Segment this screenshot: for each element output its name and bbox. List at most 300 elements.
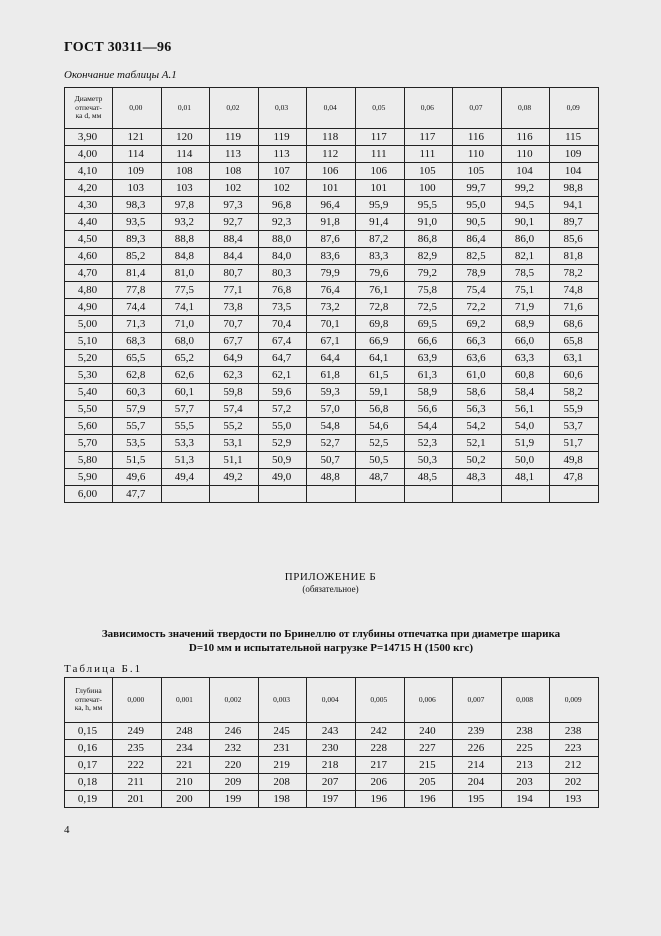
table-cell: 109: [550, 146, 599, 163]
table-cell: 66,6: [404, 333, 453, 350]
table-cell: 76,1: [355, 282, 404, 299]
table-cell: 71,6: [550, 299, 599, 316]
table-cell: 51,7: [550, 435, 599, 452]
table-cell: 52,9: [258, 435, 307, 452]
table-cell: 59,6: [258, 384, 307, 401]
table-cell: 105: [453, 163, 502, 180]
table-cell: 88,8: [161, 231, 210, 248]
table-cell: [404, 486, 453, 503]
table-cell: [501, 486, 550, 503]
table-cell: 74,1: [161, 299, 210, 316]
table-cell: 80,3: [258, 265, 307, 282]
table-cell: 235: [113, 740, 162, 757]
table-cell: 70,4: [258, 316, 307, 333]
column-header: 0,004: [307, 678, 356, 723]
table-cell: 72,5: [404, 299, 453, 316]
table-row: [65, 163, 599, 180]
table-cell: 54,4: [404, 418, 453, 435]
table-cell: 66,0: [501, 333, 550, 350]
table-row: [65, 401, 599, 418]
table-cell: 63,6: [453, 350, 502, 367]
table-cell: 68,0: [161, 333, 210, 350]
annex-heading-line1: Зависимость значений твердости по Бринеллю от глубины отпечатка при диаметре шарика: [101, 628, 561, 640]
row-header-cell: 4,30: [65, 197, 113, 214]
table-cell: 219: [258, 757, 307, 774]
table-cell: 86,0: [501, 231, 550, 248]
table-cell: 86,4: [453, 231, 502, 248]
table-cell: 52,5: [355, 435, 404, 452]
table-row: [65, 384, 599, 401]
table-cell: 81,8: [550, 248, 599, 265]
table-cell: 49,2: [210, 469, 259, 486]
table-cell: 57,0: [307, 401, 356, 418]
table-cell: 86,8: [404, 231, 453, 248]
table-cell: 54,2: [453, 418, 502, 435]
table-cell: 90,5: [453, 214, 502, 231]
table-cell: 90,1: [501, 214, 550, 231]
corner-header-line: Глубина: [75, 686, 102, 696]
table-cell: 78,9: [453, 265, 502, 282]
table-cell: 118: [307, 129, 356, 146]
row-header-cell: 4,10: [65, 163, 113, 180]
table-cell: 193: [550, 791, 599, 808]
row-header-cell: 4,90: [65, 299, 113, 316]
table-cell: 240: [404, 723, 453, 740]
table-cell: 73,8: [210, 299, 259, 316]
table-cell: 85,6: [550, 231, 599, 248]
table-cell: 112: [307, 146, 356, 163]
table-cell: 202: [550, 774, 599, 791]
table-cell: 68,3: [113, 333, 162, 350]
column-header: 0,05: [355, 88, 404, 129]
table-cell: 120: [161, 129, 210, 146]
table-cell: 69,2: [453, 316, 502, 333]
table-cell: 210: [161, 774, 210, 791]
table-cell: 59,1: [355, 384, 404, 401]
table-cell: 248: [161, 723, 210, 740]
table-cell: 77,5: [161, 282, 210, 299]
table-cell: 230: [307, 740, 356, 757]
table-cell: 51,5: [113, 452, 162, 469]
table-cell: 205: [404, 774, 453, 791]
table-cell: 245: [258, 723, 307, 740]
table-cell: 49,6: [113, 469, 162, 486]
table-cell: 215: [404, 757, 453, 774]
column-header: 0,07: [453, 88, 502, 129]
table-cell: 106: [355, 163, 404, 180]
table-cell: 48,3: [453, 469, 502, 486]
table-cell: 95,5: [404, 197, 453, 214]
row-header-cell: 3,90: [65, 129, 113, 146]
table-cell: 91,0: [404, 214, 453, 231]
table-cell: 52,7: [307, 435, 356, 452]
table-cell: 220: [210, 757, 259, 774]
table-cell: 92,3: [258, 214, 307, 231]
table-cell: 72,8: [355, 299, 404, 316]
table-cell: 100: [404, 180, 453, 197]
table-cell: 232: [210, 740, 259, 757]
table-cell: 80,7: [210, 265, 259, 282]
table-cell: 67,1: [307, 333, 356, 350]
table-row: [65, 282, 599, 299]
table-cell: 68,9: [501, 316, 550, 333]
table-cell: 94,5: [501, 197, 550, 214]
corner-header: [65, 678, 113, 723]
row-header-cell: 5,10: [65, 333, 113, 350]
table-cell: 71,3: [113, 316, 162, 333]
table-cell: 58,9: [404, 384, 453, 401]
table-cell: 66,9: [355, 333, 404, 350]
table-cell: 51,9: [501, 435, 550, 452]
table-cell: [355, 486, 404, 503]
table-cell: 200: [161, 791, 210, 808]
table-cell: 50,9: [258, 452, 307, 469]
table-cell: 98,8: [550, 180, 599, 197]
table-cell: 89,7: [550, 214, 599, 231]
column-header: 0,08: [501, 88, 550, 129]
table-cell: 56,8: [355, 401, 404, 418]
table-cell: 58,4: [501, 384, 550, 401]
table-cell: 48,7: [355, 469, 404, 486]
table-cell: 207: [307, 774, 356, 791]
column-header: 0,02: [210, 88, 259, 129]
table-cell: 66,3: [453, 333, 502, 350]
table-cell: 226: [453, 740, 502, 757]
table-cell: 49,4: [161, 469, 210, 486]
table-cell: [258, 486, 307, 503]
table-row: [65, 740, 599, 757]
table-cell: 74,8: [550, 282, 599, 299]
table-cell: 74,4: [113, 299, 162, 316]
table-cell: 51,3: [161, 452, 210, 469]
table-cell: 64,4: [307, 350, 356, 367]
annex-heading: [64, 627, 598, 656]
table-row: [65, 367, 599, 384]
table-cell: 85,2: [113, 248, 162, 265]
table-cell: 73,2: [307, 299, 356, 316]
table-cell: 208: [258, 774, 307, 791]
row-header-cell: 4,20: [65, 180, 113, 197]
table-cell: 221: [161, 757, 210, 774]
table-cell: 52,1: [453, 435, 502, 452]
table-cell: 96,8: [258, 197, 307, 214]
table-cell: 83,6: [307, 248, 356, 265]
table-cell: 59,3: [307, 384, 356, 401]
table-cell: 104: [501, 163, 550, 180]
table-cell: 93,5: [113, 214, 162, 231]
table-b1: [64, 677, 599, 808]
table-cell: 57,2: [258, 401, 307, 418]
corner-header-line: отпечат-: [75, 694, 102, 704]
table-cell: 76,4: [307, 282, 356, 299]
table-cell: [453, 486, 502, 503]
row-header-cell: 4,70: [65, 265, 113, 282]
table-cell: 217: [355, 757, 404, 774]
column-header: 0,001: [161, 678, 210, 723]
table-cell: 63,9: [404, 350, 453, 367]
table-cell: 238: [501, 723, 550, 740]
corner-header: [65, 88, 113, 129]
table-cell: 101: [355, 180, 404, 197]
table-cell: [307, 486, 356, 503]
table-cell: 53,3: [161, 435, 210, 452]
table-cell: 99,2: [501, 180, 550, 197]
table-cell: 65,2: [161, 350, 210, 367]
table-cell: 209: [210, 774, 259, 791]
table-cell: 65,5: [113, 350, 162, 367]
table-cell: 108: [161, 163, 210, 180]
table-cell: 195: [453, 791, 502, 808]
table-cell: 89,3: [113, 231, 162, 248]
table-cell: 87,6: [307, 231, 356, 248]
table-cell: 97,8: [161, 197, 210, 214]
table-cell: 201: [113, 791, 162, 808]
row-header-cell: 5,90: [65, 469, 113, 486]
table-cell: 67,4: [258, 333, 307, 350]
table-cell: 95,0: [453, 197, 502, 214]
table-cell: 77,1: [210, 282, 259, 299]
table-cell: 53,7: [550, 418, 599, 435]
table-cell: 211: [113, 774, 162, 791]
table-cell: 82,9: [404, 248, 453, 265]
table-cell: [161, 486, 210, 503]
row-header-cell: 5,50: [65, 401, 113, 418]
table-cell: [550, 486, 599, 503]
table-cell: 64,1: [355, 350, 404, 367]
table-header-row: [65, 88, 599, 129]
row-header-cell: 5,40: [65, 384, 113, 401]
table-cell: 114: [161, 146, 210, 163]
column-header: 0,002: [210, 678, 259, 723]
row-header-cell: 5,60: [65, 418, 113, 435]
table-cell: 197: [307, 791, 356, 808]
table-b1-label: Таблица Б.1: [64, 663, 143, 675]
table-cell: 196: [355, 791, 404, 808]
row-header-cell: 5,20: [65, 350, 113, 367]
table-cell: 75,8: [404, 282, 453, 299]
table-row: [65, 452, 599, 469]
table-cell: 102: [210, 180, 259, 197]
table-cell: 63,1: [550, 350, 599, 367]
table-cell: 92,7: [210, 214, 259, 231]
table-cell: 84,0: [258, 248, 307, 265]
table-cell: 109: [113, 163, 162, 180]
table-cell: 54,0: [501, 418, 550, 435]
table-cell: 198: [258, 791, 307, 808]
table-cell: 84,4: [210, 248, 259, 265]
column-header: 0,03: [258, 88, 307, 129]
table-cell: 78,2: [550, 265, 599, 282]
table-cell: 104: [550, 163, 599, 180]
table-cell: 82,5: [453, 248, 502, 265]
table-cell: 52,3: [404, 435, 453, 452]
table-row: [65, 180, 599, 197]
table-cell: 212: [550, 757, 599, 774]
table-cell: 82,1: [501, 248, 550, 265]
table-cell: 70,1: [307, 316, 356, 333]
column-header: 0,09: [550, 88, 599, 129]
table-cell: 83,3: [355, 248, 404, 265]
table-cell: 50,5: [355, 452, 404, 469]
row-header-cell: 4,40: [65, 214, 113, 231]
corner-header-line: ка, h, мм: [74, 703, 103, 713]
table-row: [65, 723, 599, 740]
table-cell: 54,8: [307, 418, 356, 435]
table-cell: 113: [258, 146, 307, 163]
table-cell: 48,5: [404, 469, 453, 486]
table-cell: 70,7: [210, 316, 259, 333]
column-header: 0,006: [404, 678, 453, 723]
row-header-cell: 5,70: [65, 435, 113, 452]
table-cell: 213: [501, 757, 550, 774]
table-cell: 64,7: [258, 350, 307, 367]
table-cell: 55,9: [550, 401, 599, 418]
row-header-cell: 0,16: [65, 740, 113, 757]
column-header: 0,04: [307, 88, 356, 129]
table-cell: 196: [404, 791, 453, 808]
table-cell: 60,1: [161, 384, 210, 401]
table-cell: 76,8: [258, 282, 307, 299]
column-header: 0,009: [550, 678, 599, 723]
table-cell: 56,6: [404, 401, 453, 418]
table-cell: 56,3: [453, 401, 502, 418]
table-cell: 231: [258, 740, 307, 757]
column-header: 0,00: [113, 88, 162, 129]
table-cell: 79,9: [307, 265, 356, 282]
table-row: [65, 197, 599, 214]
table-cell: 101: [307, 180, 356, 197]
table-row: [65, 469, 599, 486]
table-cell: 49,8: [550, 452, 599, 469]
table-cell: 55,0: [258, 418, 307, 435]
table-cell: 53,5: [113, 435, 162, 452]
table-cell: 116: [501, 129, 550, 146]
table-cell: 203: [501, 774, 550, 791]
table-cell: 64,9: [210, 350, 259, 367]
row-header-cell: 5,30: [65, 367, 113, 384]
table-cell: 75,4: [453, 282, 502, 299]
table-cell: 50,3: [404, 452, 453, 469]
corner-header-line: Диаметр: [74, 94, 103, 104]
table-cell: 214: [453, 757, 502, 774]
table-cell: 77,8: [113, 282, 162, 299]
table-row: [65, 418, 599, 435]
table-cell: 71,0: [161, 316, 210, 333]
table-cell: 69,5: [404, 316, 453, 333]
table-cell: 79,2: [404, 265, 453, 282]
table-cell: [210, 486, 259, 503]
table-row: [65, 774, 599, 791]
table-row: [65, 757, 599, 774]
table-cell: 239: [453, 723, 502, 740]
table-cell: 87,2: [355, 231, 404, 248]
column-header: 0,007: [453, 678, 502, 723]
table-cell: 55,2: [210, 418, 259, 435]
table-cell: 58,2: [550, 384, 599, 401]
table-cell: 227: [404, 740, 453, 757]
table-cell: 113: [210, 146, 259, 163]
table-cell: 110: [501, 146, 550, 163]
table-cell: 225: [501, 740, 550, 757]
table-row: [65, 333, 599, 350]
table-cell: 242: [355, 723, 404, 740]
annex-heading-line2: D=10 мм и испытательной нагрузке P=14715 Н (1500 кгс): [188, 642, 474, 655]
table-cell: 50,7: [307, 452, 356, 469]
table-cell: 121: [113, 129, 162, 146]
table-cell: 51,1: [210, 452, 259, 469]
table-cell: 57,4: [210, 401, 259, 418]
table-cell: 194: [501, 791, 550, 808]
table-cell: 107: [258, 163, 307, 180]
column-header: 0,008: [501, 678, 550, 723]
table-cell: 67,7: [210, 333, 259, 350]
table-cell: 243: [307, 723, 356, 740]
table-cell: 61,5: [355, 367, 404, 384]
table-cell: 88,4: [210, 231, 259, 248]
table-cell: 54,6: [355, 418, 404, 435]
table-cell: 238: [550, 723, 599, 740]
table-cell: 62,3: [210, 367, 259, 384]
table-cell: 71,9: [501, 299, 550, 316]
table-cell: 61,8: [307, 367, 356, 384]
row-header-cell: 0,15: [65, 723, 113, 740]
table-cell: 60,8: [501, 367, 550, 384]
table-cell: 75,1: [501, 282, 550, 299]
row-header-cell: 5,80: [65, 452, 113, 469]
table-cell: 62,8: [113, 367, 162, 384]
table-cell: 50,2: [453, 452, 502, 469]
table-cell: 47,7: [113, 486, 162, 503]
table-cell: 60,3: [113, 384, 162, 401]
table-row: [65, 231, 599, 248]
table-cell: 234: [161, 740, 210, 757]
table-cell: 116: [453, 129, 502, 146]
column-header: 0,003: [258, 678, 307, 723]
table-cell: 53,1: [210, 435, 259, 452]
column-header: 0,005: [355, 678, 404, 723]
table-cell: 98,3: [113, 197, 162, 214]
row-header-cell: 5,00: [65, 316, 113, 333]
table-cell: 47,8: [550, 469, 599, 486]
table-cell: 84,8: [161, 248, 210, 265]
table-row: [65, 129, 599, 146]
table-cell: 111: [404, 146, 453, 163]
table-cell: 94,1: [550, 197, 599, 214]
table-cell: 81,0: [161, 265, 210, 282]
table-cell: 96,4: [307, 197, 356, 214]
table-cell: 91,8: [307, 214, 356, 231]
table-cell: 57,9: [113, 401, 162, 418]
table-cell: 91,4: [355, 214, 404, 231]
table-cell: 95,9: [355, 197, 404, 214]
table-cell: 218: [307, 757, 356, 774]
row-header-cell: 6,00: [65, 486, 113, 503]
table-a1: [64, 87, 599, 503]
table-cell: 55,7: [113, 418, 162, 435]
table-row: [65, 214, 599, 231]
table-header-row: [65, 678, 599, 723]
table-cell: 60,6: [550, 367, 599, 384]
table-row: [65, 435, 599, 452]
table-cell: 48,1: [501, 469, 550, 486]
table-cell: 103: [161, 180, 210, 197]
page-number: 4: [64, 824, 70, 836]
table-cell: 61,3: [404, 367, 453, 384]
annex-subtitle: (обязательное): [302, 584, 359, 594]
table-cell: 106: [307, 163, 356, 180]
row-header-cell: 4,80: [65, 282, 113, 299]
table-row: [65, 146, 599, 163]
